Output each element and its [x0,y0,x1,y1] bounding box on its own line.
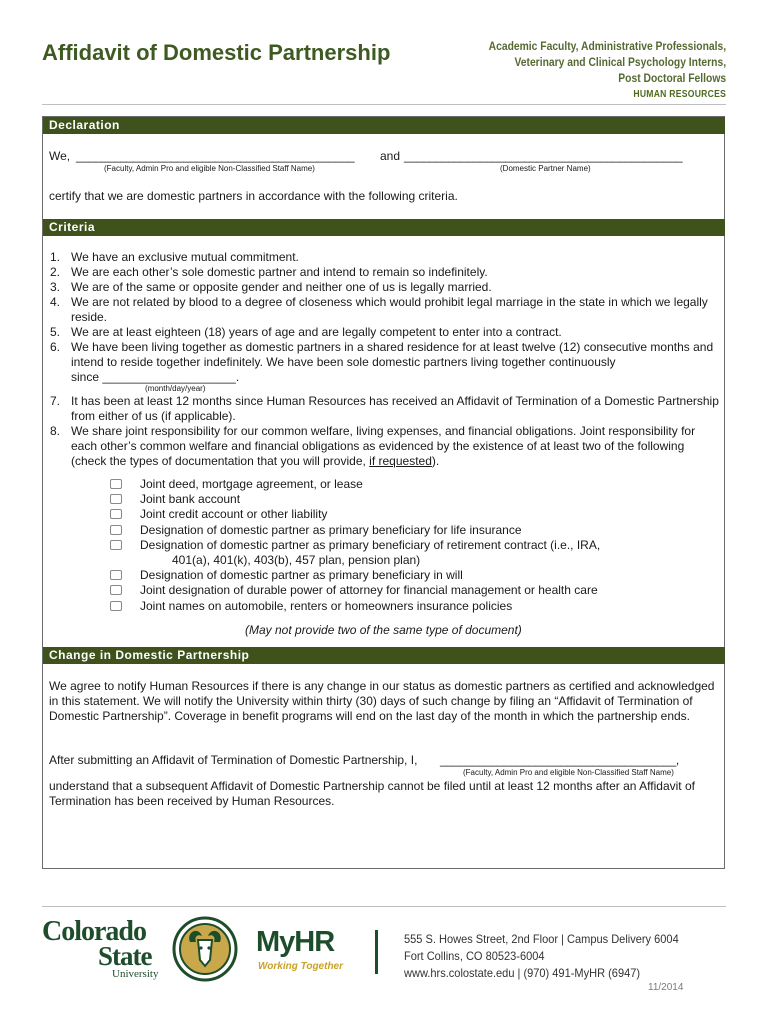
checkbox[interactable] [110,509,122,519]
csu-ram-seal-icon [172,916,238,982]
checkbox[interactable] [110,601,122,611]
list-item: 5. We are at least eighteen (18) years of age and are legally competent to enter into a contract. [50,325,562,339]
header-line: Post Doctoral Fellows [618,71,726,85]
checkbox[interactable] [110,479,122,489]
section-heading-change: Change in Domestic Partnership [43,647,725,664]
documentation-checklist [110,477,600,614]
csu-wordmark: Colorado State University [42,916,159,980]
checkbox-option[interactable]: Designation of domestic partner as primary beneficiary for life insurance [110,523,600,538]
employee-name-label: (Faculty, Admin Pro and eligible Non-Classified Staff Name) [104,164,315,173]
myhr-tagline: Working Together [258,961,343,972]
header-audience [489,38,726,103]
list-item: 1. We have an exclusive mutual commitment. [50,250,299,264]
partner-name-field[interactable]: ____________________________________________ [404,149,683,163]
checkbox-option[interactable]: Joint names on automobile, renters or homeowners insurance policies [110,599,600,614]
since-date-label: (month/day/year) [145,384,206,393]
list-item: 8. We share joint responsibility for our common welfare, living expenses, and financial obligations. Joint responsibility for each other’s common welfare and financial obligations as evidenced by the existence of at least two of the following (check the types of documentation that you will provide, if requested). [50,424,696,468]
documents-note: (May not provide two of the same type of document) [245,623,522,637]
since-date-field[interactable]: ____________________ [102,370,236,384]
checkbox[interactable] [110,585,122,595]
header-department: HUMAN RESOURCES [633,89,726,100]
footer-address [404,931,679,982]
section-heading-declaration: Declaration [43,117,725,134]
termination-statement-start: After submitting an Affidavit of Termination of Domestic Partnership, I, [49,753,418,767]
address-line: Fort Collins, CO 80523-6004 [404,949,545,963]
checkbox-option[interactable]: Designation of domestic partner as primary beneficiary of retirement contract (i.e., IRA, 401(a), 401(k), 403(b), 457 plan, pension plan) [110,538,600,568]
checkbox[interactable] [110,494,122,504]
checkbox-option[interactable]: Joint deed, mortgage agreement, or lease [110,477,600,492]
termination-name-field[interactable]: _____________________________________, [440,753,679,767]
address-line: 555 S. Howes Street, 2nd Floor | Campus Delivery 6004 [404,932,679,946]
checkbox-option[interactable]: Designation of domestic partner as primary beneficiary in will [110,568,600,583]
termination-statement-rest: understand that a subsequent Affidavit of Domestic Partnership cannot be filed until at least 12 months after an Affidavit of Termination has been received by Human Resources. [49,779,695,808]
checkbox-option[interactable]: Joint bank account [110,492,600,507]
termination-name-label: (Faculty, Admin Pro and eligible Non-Classified Staff Name) [463,768,674,777]
list-item: 2. We are each other’s sole domestic partner and intend to remain so indefinitely. [50,265,488,279]
header-line: Academic Faculty, Administrative Professionals, [488,39,726,53]
footer-separator [375,930,378,974]
checkbox-option[interactable]: Joint designation of durable power of attorney for financial management or health care [110,583,600,598]
checkbox[interactable] [110,525,122,535]
list-item: 6. We have been living together as domestic partners in a shared residence for at least twelve (12) consecutive months and intend to reside together indefinitely. We have been sole domestic partners living together continuously since ____________________. (month/day/year) [50,340,722,394]
checkbox[interactable] [110,540,122,550]
page-title: Affidavit of Domestic Partnership [42,40,391,65]
myhr-logo: MyHR [256,926,335,958]
list-item: 3. We are of the same or opposite gender and neither one of us is legally married. [50,280,492,294]
change-paragraph: We agree to notify Human Resources if there is any change in our status as domestic partners as certified and acknowledged in this statement. We will notify the University within thirty (30) days of such change by filing an “Affidavit of Termination of Domestic Partnership”. Coverage in benefit programs will end on the last day of the month in which the partnership ends. [49,679,715,723]
header-line: Veterinary and Clinical Psychology Interns, [514,55,726,69]
address-line: www.hrs.colostate.edu | (970) 491-MyHR (6947) [404,966,641,980]
partner-name-label: (Domestic Partner Name) [500,164,591,173]
declaration-and: and [380,149,401,163]
footer-divider [42,906,726,907]
if-requested-text: if requested [369,454,432,468]
declaration-certify: certify that we are domestic partners in accordance with the following criteria. [49,189,458,203]
checkbox-option[interactable]: Joint credit account or other liability [110,507,600,522]
list-item: 4. We are not related by blood to a degree of closeness which would prohibit legal marriage in the state in which we legally reside. [50,295,708,324]
header-divider [42,104,726,105]
declaration-we: We, [49,149,71,163]
criteria-list [50,250,722,469]
employee-name-field[interactable]: ____________________________________________ [76,149,355,163]
section-heading-criteria: Criteria [43,219,725,236]
list-item: 7. It has been at least 12 months since Human Resources has received an Affidavit of Termination of a Domestic Partnership from either of us (if applicable). [50,394,719,423]
checkbox[interactable] [110,570,122,580]
revision-date: 11/2014 [648,982,684,993]
